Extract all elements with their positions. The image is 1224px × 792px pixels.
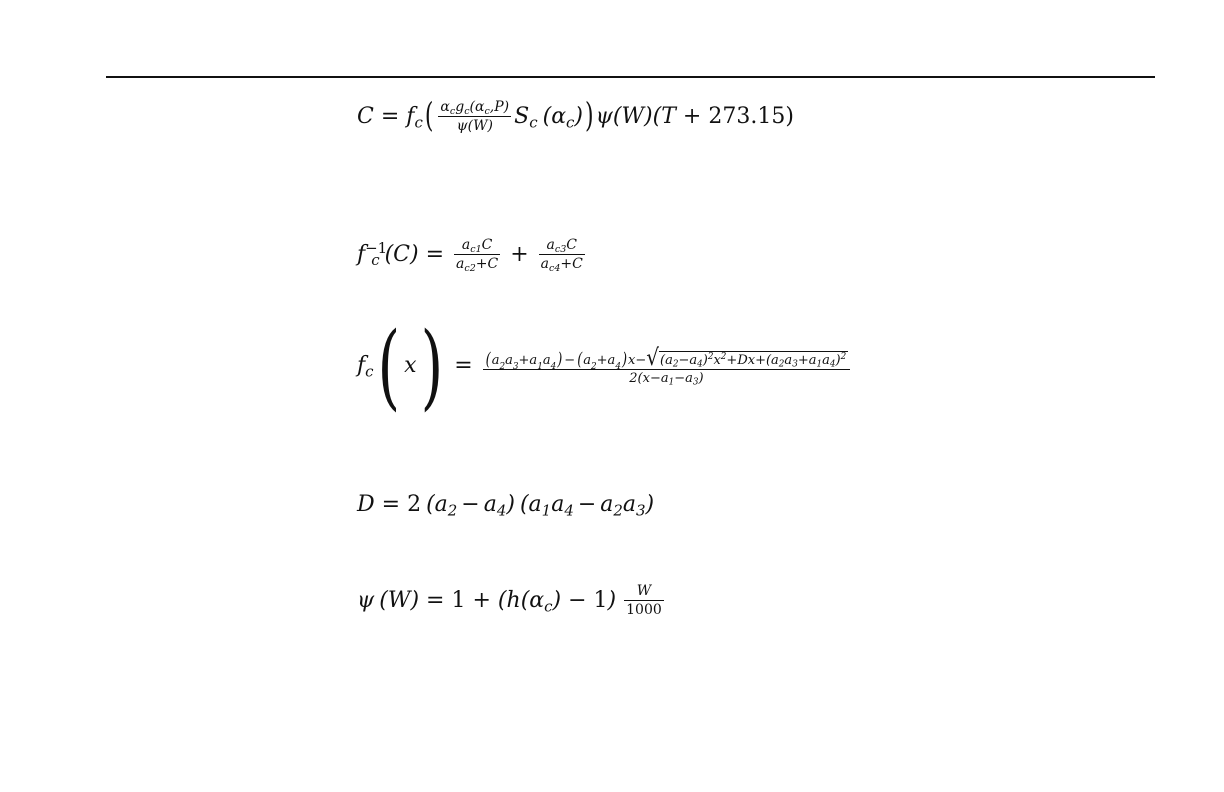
eq1-psi: ψ(W)(	[595, 103, 662, 129]
eq2-fraction-1: $\frac{a_{c1}C}{a_{c2}+C}$	[456, 237, 499, 274]
eq1-fraction	[438, 100, 511, 133]
eq2-fraction-2: $\frac{a_{c3}C}{a_{c4}+C}$	[540, 237, 583, 274]
top-rule	[106, 76, 1155, 78]
eq1-C: C	[357, 103, 374, 129]
eq1-right-paren: )	[585, 96, 594, 136]
eq3-f: $f_c$	[357, 353, 374, 381]
eq1-fraction-numerator: $\alpha_cg_c(\alpha_c,P)$	[440, 99, 510, 117]
eq3-fraction	[483, 343, 851, 388]
eq4-group-1: $(a_2 - a_4)$	[426, 492, 515, 520]
eq4-D: D	[357, 492, 375, 517]
eq1-S: $S_c$	[514, 103, 538, 131]
eq1-plus: +	[682, 103, 702, 129]
eq2-arg: (C)	[384, 241, 419, 267]
equation-3	[357, 311, 853, 421]
eq2-plus: +	[510, 241, 529, 267]
eq1-close: )	[785, 103, 794, 129]
eq2-f-inverse: $f^{-1}_c$	[357, 238, 388, 269]
eq1-equals: =	[380, 103, 400, 129]
eq1-T: T	[661, 103, 676, 129]
eq3-denominator: $2(x-a_1-a_3)$	[629, 371, 704, 388]
eq5-equals: =	[426, 587, 445, 613]
eq1-constant: 273.15	[708, 103, 786, 129]
eq3-sqrt: √ $(a_2-a_4)^2x^2+Dx+(a_2a_3+a_1a_4)^2$	[646, 343, 847, 371]
eq4-group-2: $(a_1a_4 - a_2a_3)$	[519, 492, 655, 520]
eq4-two: 2	[407, 492, 422, 517]
eq3-left-paren: (	[377, 311, 401, 421]
eq5-one: 1	[451, 587, 466, 613]
eq5-plus: +	[472, 587, 491, 613]
eq3-numerator: ( a 2 a 3 +a 1 a 4 ) − ( a 2 +a 4 ) x − √ $(a_2-a_4)^2x^2+Dx+(a_2a_3+a_1a_4)^2$	[485, 343, 847, 372]
eq3-x: x	[404, 353, 417, 378]
eq3-equals: =	[454, 353, 473, 378]
eq1-fraction-denominator: ψ(W)	[456, 118, 493, 134]
eq5-fraction: $\frac{W}{1000}$	[626, 583, 662, 618]
eq4-equals: =	[381, 492, 401, 517]
equation-2	[357, 237, 588, 274]
eq2-equals: =	[425, 241, 445, 267]
eq5-h-group: $(h(\alpha_c) - 1)$	[497, 587, 617, 615]
eq5-W: (W)	[379, 587, 420, 613]
equation-1	[357, 96, 794, 136]
eq5-psi: ψ	[357, 587, 375, 613]
eq1-left-paren: (	[424, 96, 434, 136]
eq1-f: $f_c$	[406, 103, 423, 131]
equation-4	[357, 492, 655, 520]
eq1-alpha-group: $(\alpha_c)$	[542, 103, 584, 131]
equation-5	[357, 584, 667, 617]
eq3-right-paren: )	[420, 311, 444, 421]
